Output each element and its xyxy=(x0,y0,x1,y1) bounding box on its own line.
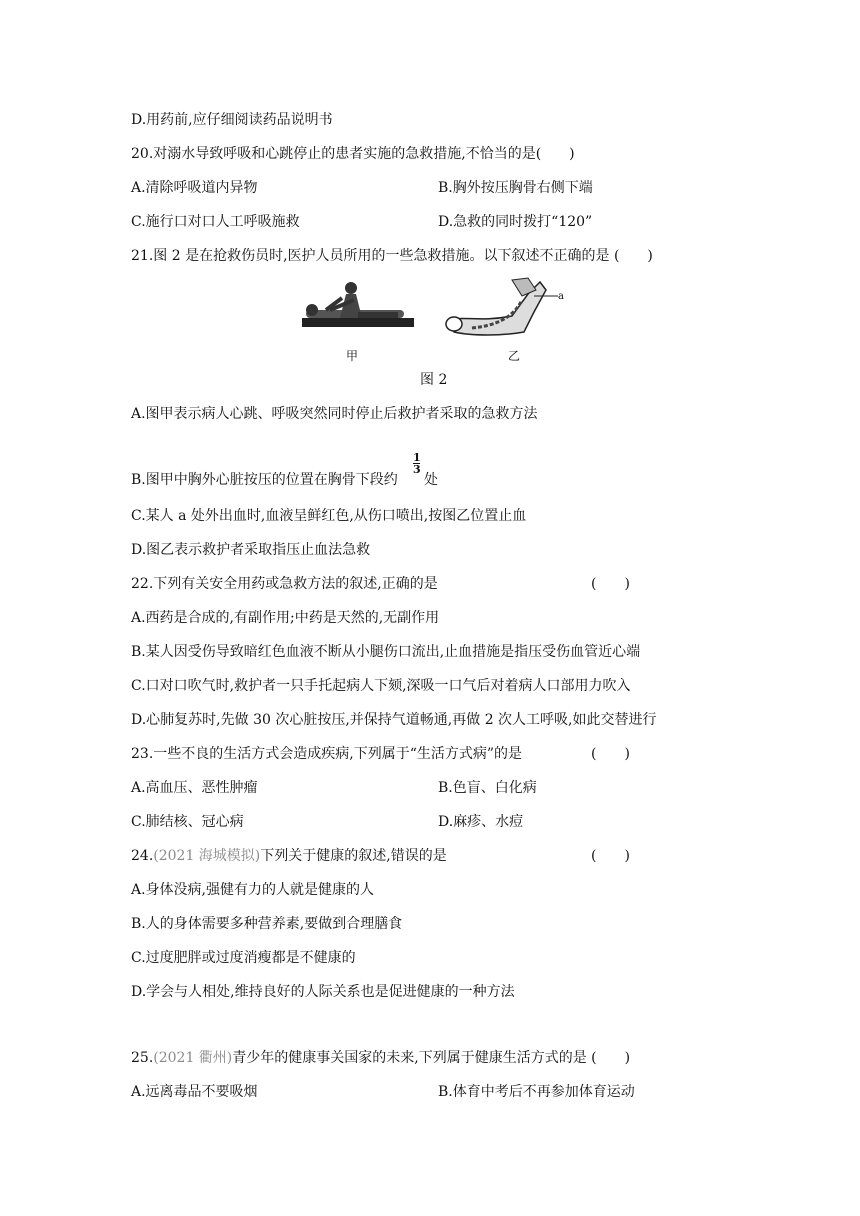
q22-option-d: D.心肺复苏时,先做 30 次心脏按压,并保持气道畅通,再做 2 次人工呼吸,如此交替进行 xyxy=(131,712,657,728)
q22-stem: 22.下列有关安全用药或急救方法的叙述,正确的是 xyxy=(131,576,438,592)
q23-option-a: A.高血压、恶性肿瘤 xyxy=(131,780,258,796)
q20-option-a: A.清除呼吸道内异物 xyxy=(131,180,258,196)
q21-option-d: D.图乙表示救护者采取指压止血法急救 xyxy=(131,542,371,558)
q20-option-b: B.胸外按压胸骨右侧下端 xyxy=(438,180,593,196)
figure-a-label: a xyxy=(558,291,564,302)
q25-stem-line xyxy=(131,1048,630,1068)
figure-caption: 图 2 xyxy=(420,372,448,388)
q24-number: 24. xyxy=(131,848,154,864)
q24-stem: 下列关于健康的叙述,错误的是 xyxy=(260,848,447,864)
q21-option-b-text: B.图甲中胸外心脏按压的位置在胸骨下段约 xyxy=(131,472,398,488)
q24-option-d: D.学会与人相处,维持良好的人际关系也是促进健康的一种方法 xyxy=(131,984,515,1000)
q20-option-d: D.急救的同时拨打“120” xyxy=(438,214,593,230)
q22-option-c: C.口对口吹气时,救护者一只手托起病人下颏,深吸一口气后对着病人口部用力吹入 xyxy=(131,678,631,694)
q25-stem: 青少年的健康事关国家的未来,下列属于健康生活方式的是 ( ) xyxy=(232,1050,631,1066)
q24-answer-paren: ( ) xyxy=(591,848,630,864)
fraction-denominator: 3 xyxy=(413,463,421,476)
q21-stem: 21.图 2 是在抢救伤员时,医护人员所用的一些急救措施。以下叙述不正确的是 ( ) xyxy=(131,248,653,264)
q20-option-c: C.施行口对口人工呼吸施救 xyxy=(131,214,300,230)
q24-source: (2021 海城模拟) xyxy=(153,848,261,864)
figure-yi-pressure-point-illustration xyxy=(442,276,572,346)
fraction-one-third xyxy=(413,452,421,475)
q23-answer-paren: ( ) xyxy=(591,746,630,762)
q23-option-d: D.麻疹、水痘 xyxy=(438,814,524,830)
figure-yi-label: 乙 xyxy=(508,349,521,363)
q25-option-a: A.远离毒品不要吸烟 xyxy=(131,1084,258,1100)
figure-jia-label: 甲 xyxy=(346,349,359,363)
q24-option-a: A.身体没病,强健有力的人就是健康的人 xyxy=(131,882,375,898)
q20-stem: 20.对溺水导致呼吸和心跳停止的患者实施的急救措施,不恰当的是( ) xyxy=(131,146,575,162)
figure-jia-cpr-illustration xyxy=(296,280,421,342)
q24-option-b: B.人的身体需要多种营养素,要做到合理膳食 xyxy=(131,916,403,932)
q21-option-c: C.某人 a 处外出血时,血液呈鲜红色,从伤口喷出,按图乙位置止血 xyxy=(131,508,527,524)
fraction-numerator: 1 xyxy=(413,451,421,464)
q21-option-a: A.图甲表示病人心跳、呼吸突然同时停止后救护者采取的急救方法 xyxy=(131,406,538,422)
q22-answer-paren: ( ) xyxy=(591,576,630,592)
q24-option-c: C.过度肥胖或过度消瘦都是不健康的 xyxy=(131,950,356,966)
q25-source: (2021 衢州) xyxy=(153,1050,233,1066)
q24-stem-line xyxy=(131,846,447,866)
q19-option-d: D.用药前,应仔细阅读药品说明书 xyxy=(131,112,333,128)
q22-option-b: B.某人因受伤导致暗红色血液不断从小腿伤口流出,止血措施是指压受伤血管近心端 xyxy=(131,644,641,660)
q25-number: 25. xyxy=(131,1050,154,1066)
q21-option-b-suffix: 处 xyxy=(424,472,438,488)
q23-stem: 23.一些不良的生活方式会造成疾病,下列属于“生活方式病”的是 xyxy=(131,746,523,762)
q23-option-c: C.肺结核、冠心病 xyxy=(131,814,244,830)
q25-option-b: B.体育中考后不再参加体育运动 xyxy=(438,1084,635,1100)
q23-option-b: B.色盲、白化病 xyxy=(438,780,537,796)
q22-option-a: A.西药是合成的,有副作用;中药是天然的,无副作用 xyxy=(131,610,440,626)
